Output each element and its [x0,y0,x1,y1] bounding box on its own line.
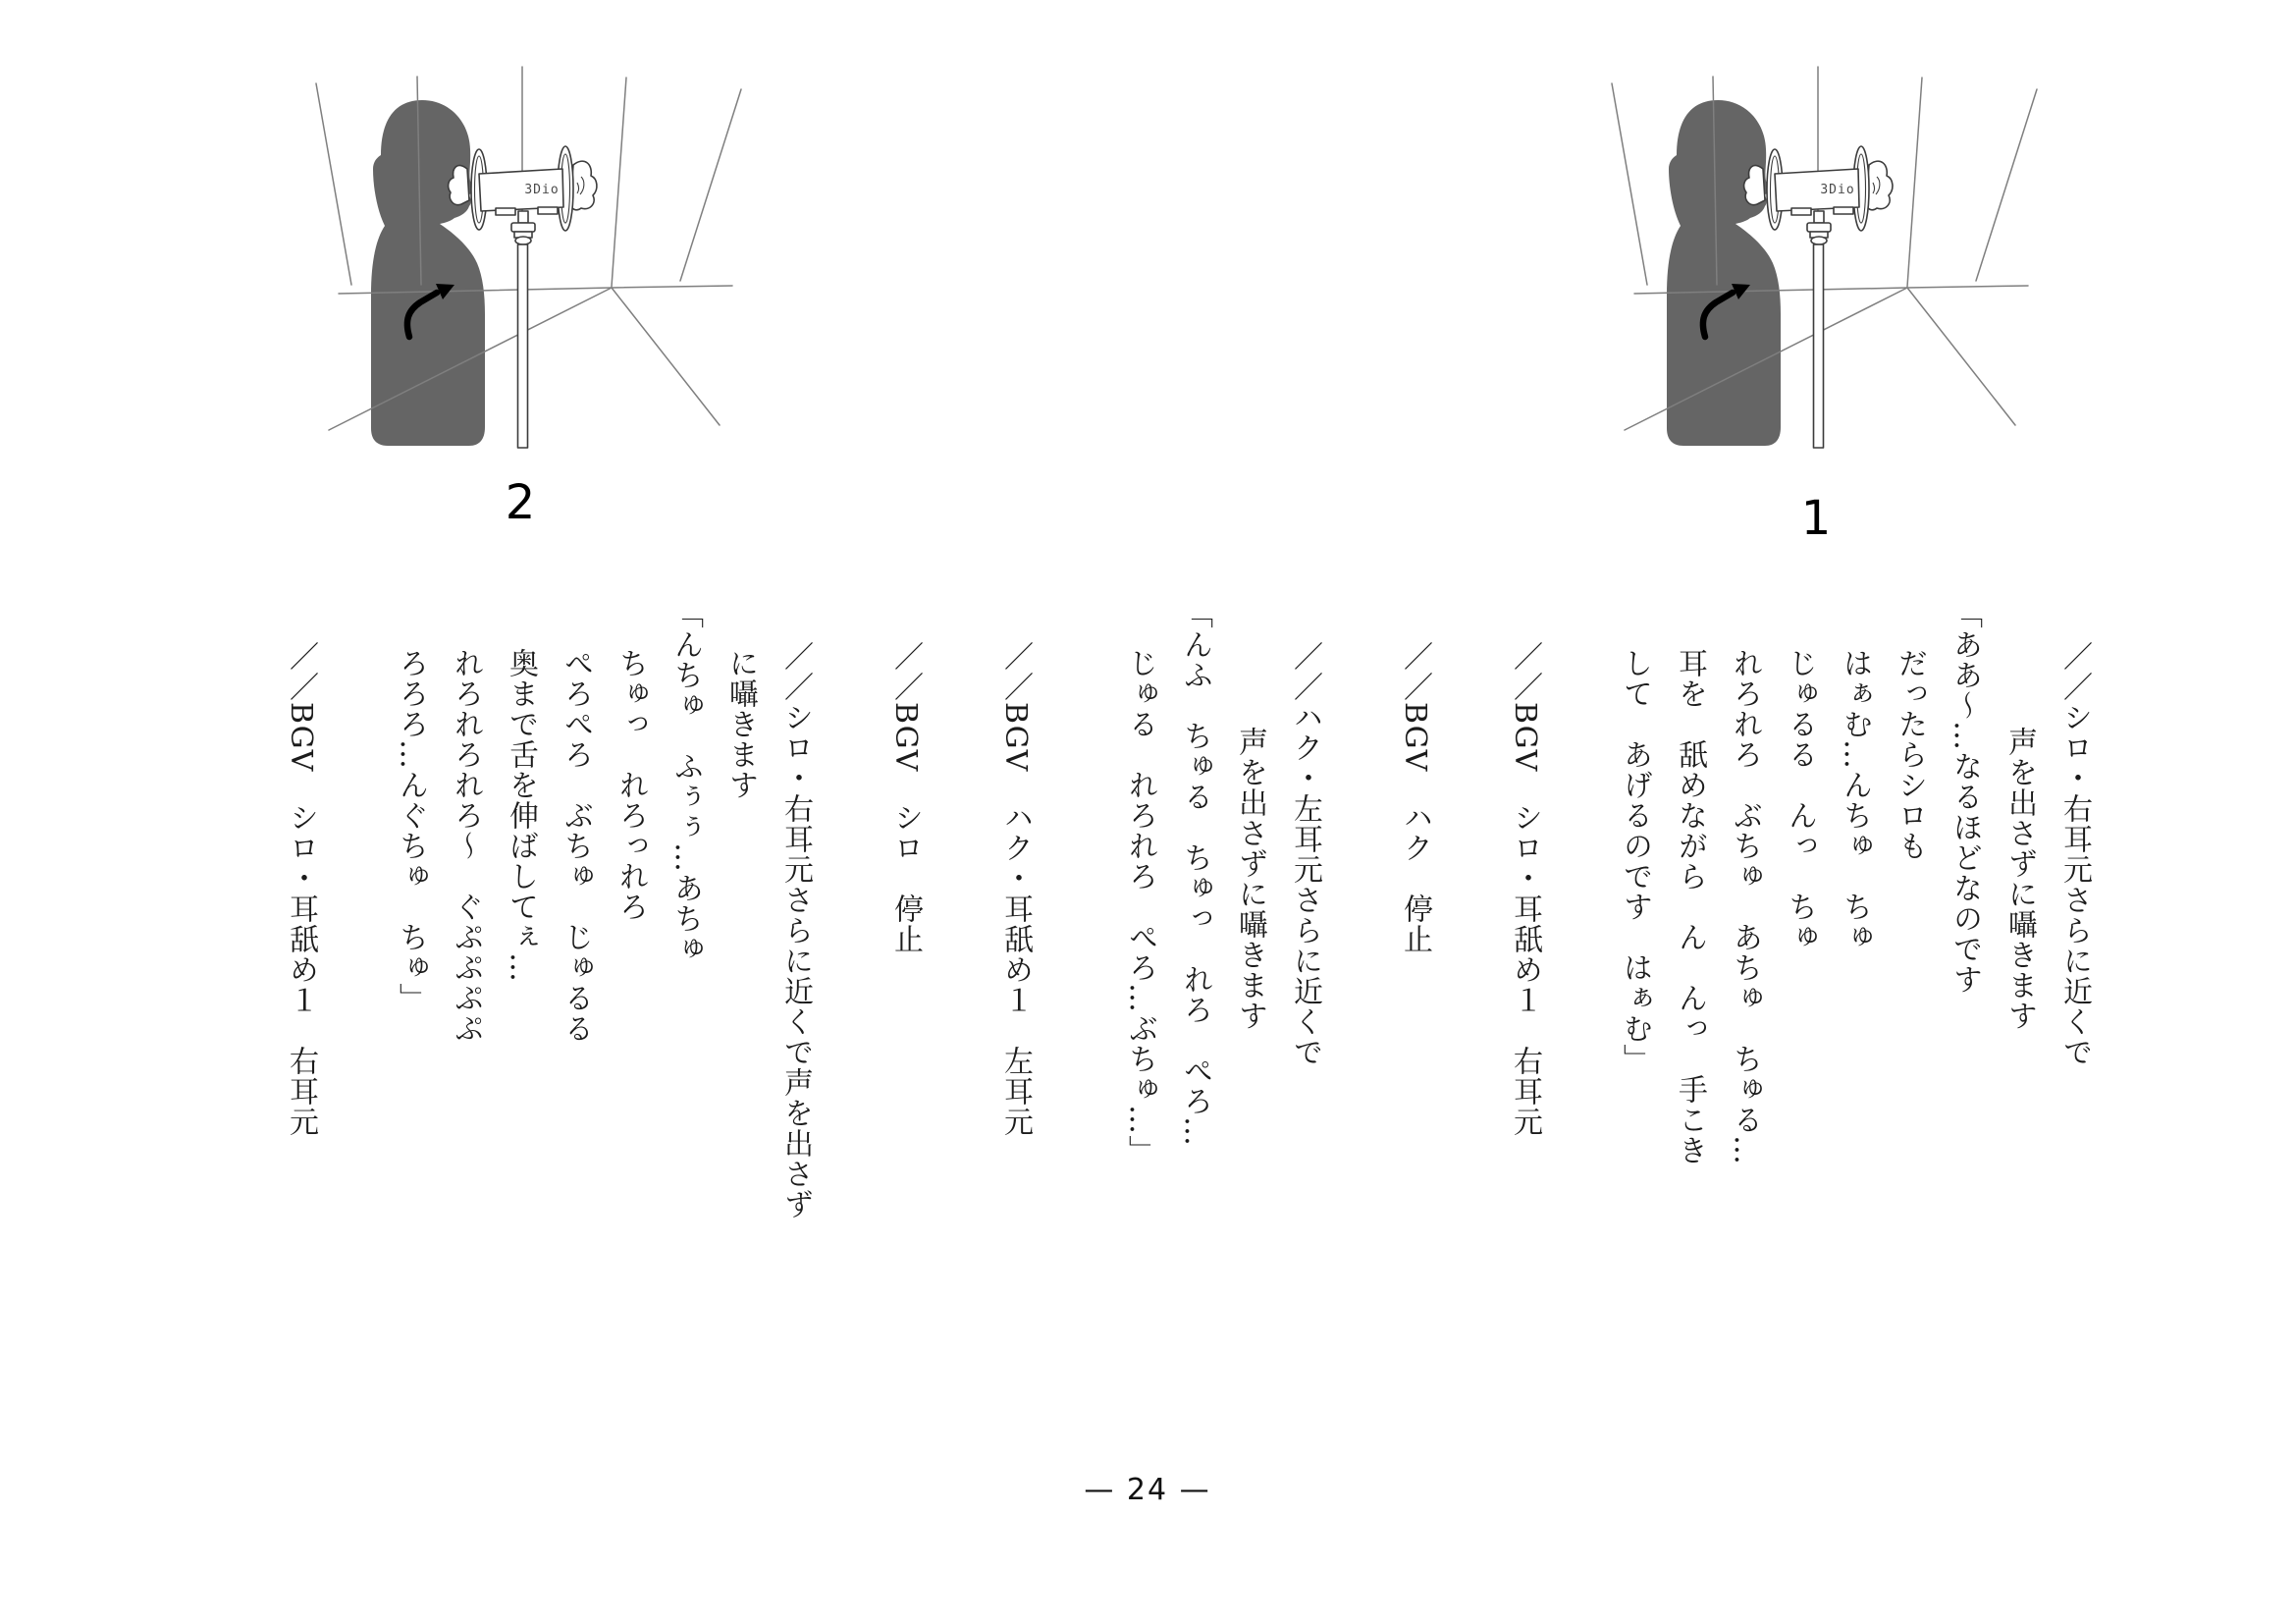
script-line: れろれろれろ～ ぐぷぷぷぷ [449,648,483,1044]
script-line: 「んちゅ ふぅぅ…あちゅ [668,599,703,964]
illustration-left [294,39,785,511]
script-line: に囁きます [723,648,758,800]
script-line: して あげるのです はぁむ」 [1618,648,1652,1074]
script-right-page [1097,599,2092,1326]
person-silhouette [371,100,485,446]
script-line: 声を出さずに囁きます [2002,727,2037,1031]
script-line: 耳を 舐めながら ん んっ 手こき [1673,648,1707,1165]
illustration-right [1590,39,2081,511]
script-line: ちゅっ れろっれろ [614,648,648,922]
script-line: ／／BGV シロ・耳舐め１ 右耳元 [1508,641,1542,1138]
figure-label-right: 1 [1800,491,1832,546]
script-line: 声を出さずに囁きます [1233,727,1267,1031]
script-line: ／／BGV シロ 停止 [888,641,923,955]
script-line: 奥まで舌を伸ばしてぇ… [504,648,538,983]
script-line: ／／シロ・右耳元さらに近くで [2057,641,2092,1067]
script-line: ろろろ…んぐちゅ ちゅ」 [394,648,428,1013]
page-number: — 24 — [1084,1473,1211,1507]
person-silhouette [1667,100,1781,446]
script-line: ／／BGV ハク・耳舐め１ 左耳元 [998,641,1033,1138]
script-line: だったらシロも [1893,648,1927,861]
script-line: ／／BGV ハク 停止 [1398,641,1432,955]
script-line: 「んふ ちゅる ちゅっ れろ ぺろ… [1178,599,1212,1147]
script-line: ／／シロ・右耳元さらに近くで声を出さず [778,641,813,1219]
figure-label-left: 2 [505,475,536,530]
script-line: はぁむ…んちゅ ちゅ [1838,648,1872,952]
script-line: れろれろ ぶちゅ あちゅ ちゅる… [1728,648,1762,1165]
script-line: じゅるる んっ ちゅ [1783,648,1817,952]
script-line: ／／ハク・左耳元さらに近くで [1288,641,1322,1067]
mic-brand-label: 3Dio [524,183,560,197]
script-line: じゅる れろれろ ぺろ…ぶちゅ…」 [1123,648,1157,1165]
script-left-page [244,599,1033,1326]
mic-stand [1807,211,1831,448]
mic-brand-label: 3Dio [1820,183,1855,197]
script-line: ぺろぺろ ぶちゅ じゅるる [559,648,593,1044]
mic-stand [511,211,535,448]
script-line: 「ああ～…なるほどなのです [1948,599,1982,995]
script-line: ／／BGV シロ・耳舐め１ 右耳元 [284,641,318,1138]
